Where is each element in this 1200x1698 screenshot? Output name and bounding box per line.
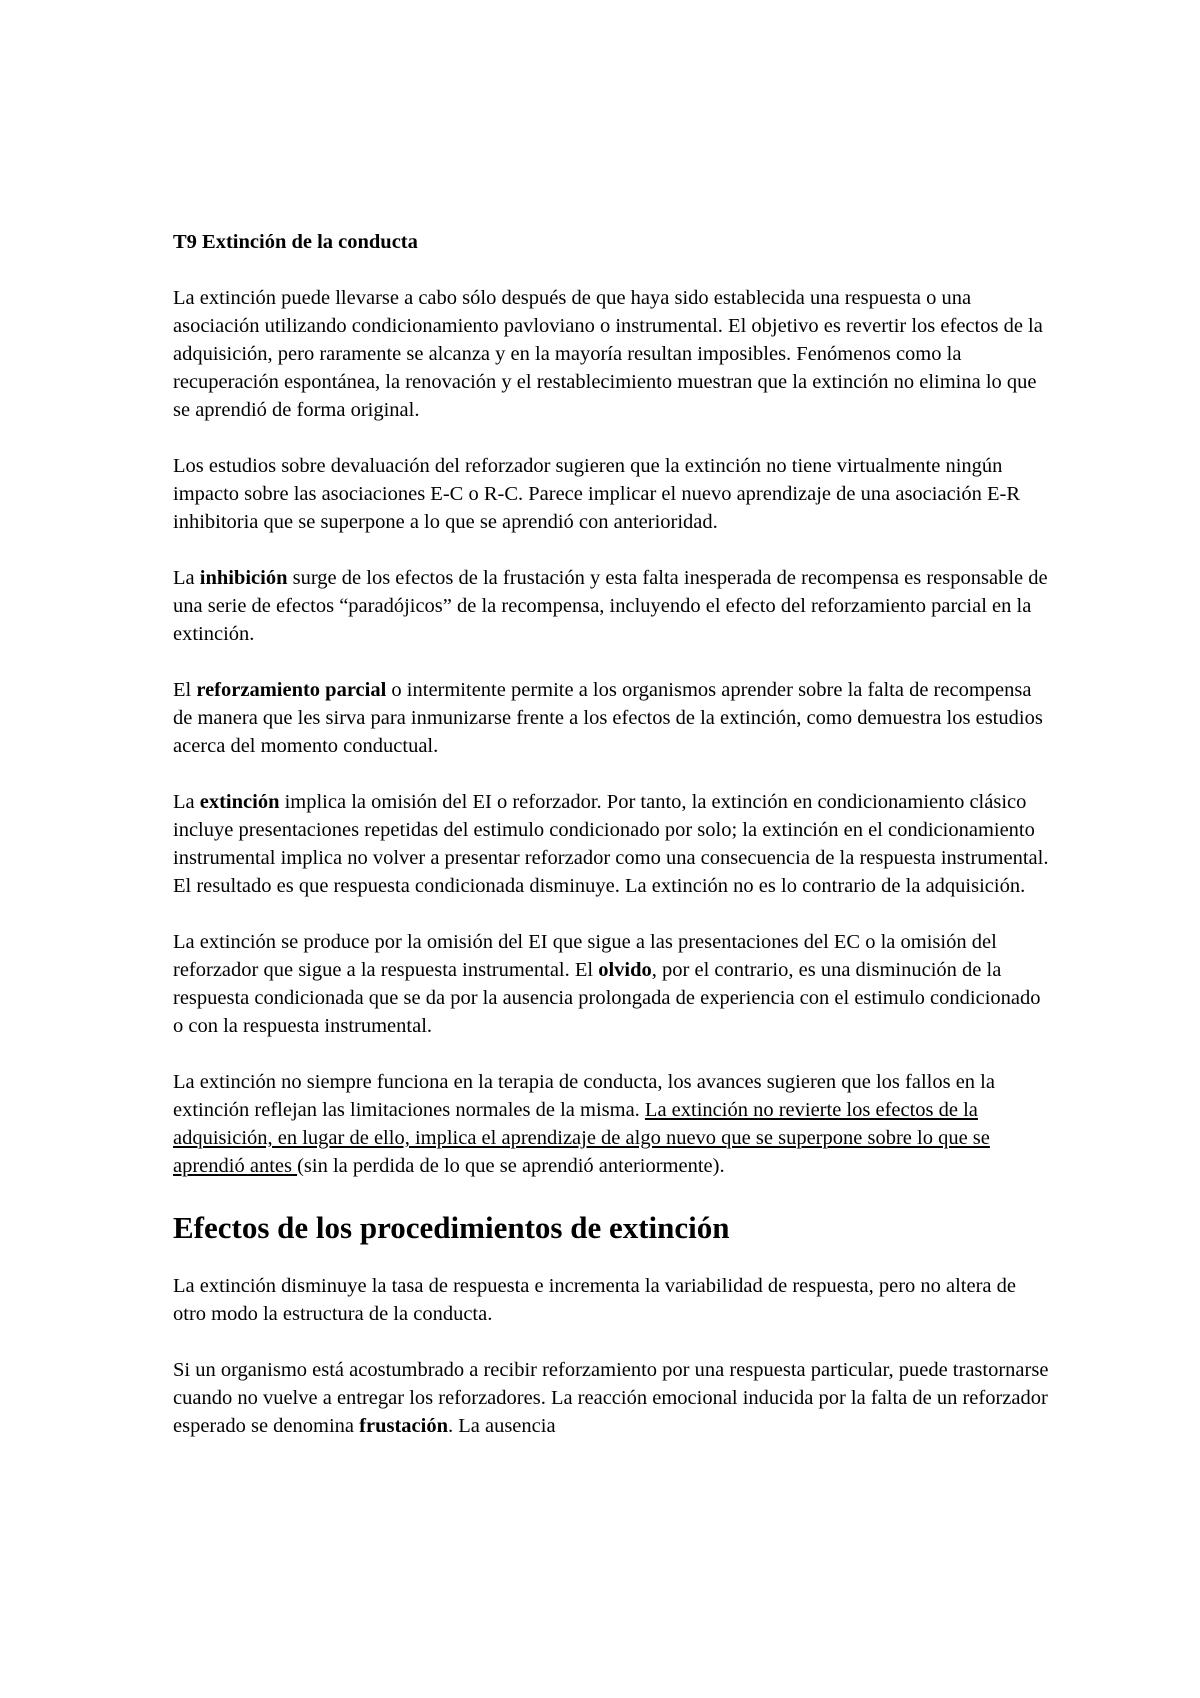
- paragraph-5: [173, 788, 1053, 900]
- document-page: [173, 228, 1053, 1468]
- paragraph-7: [173, 1068, 1053, 1180]
- paragraph-5-text-c: implica la omisión del EI o reforzador. Por tanto, la extinción en condicionamiento clásico incluye presentaciones repetidas del estimulo condicionado por solo; la extinción en el condicionamiento instrumental implica no volver a presentar reforzador como una consecuencia de la respuesta instrumental. El resultado es que respuesta condicionada disminuye. La extinción no es lo contrario de la adquisición.: [173, 791, 1049, 897]
- paragraph-9: [173, 1356, 1053, 1440]
- paragraph-4-text-c: o intermitente permite a los organismos aprender sobre la falta de recompensa de manera que les sirva para inmunizarse frente a los efectos de la extinción, como demuestra los estudios acerca del momento conductual.: [173, 679, 1043, 757]
- paragraph-7-text-a: La extinción no siempre funciona en la terapia de conducta, los avances sugieren que los fallos en la extinción reflejan las limitaciones normales de la misma.: [173, 1071, 995, 1121]
- paragraph-4-text-a: El: [173, 679, 197, 701]
- paragraph-6: [173, 928, 1053, 1040]
- paragraph-4: [173, 676, 1053, 760]
- paragraph-5-text-a: La: [173, 791, 200, 813]
- term-olvido: olvido: [598, 959, 652, 981]
- paragraph-3-text-a: La: [173, 567, 200, 589]
- paragraph-7-text-c: (sin la perdida de lo que se aprendió anteriormente).: [297, 1155, 725, 1177]
- paragraph-1: La extinción puede llevarse a cabo sólo después de que haya sido establecida una respuesta o una asociación utilizando condicionamiento pavloviano o instrumental. El objetivo es revertir los efectos de la adquisición, pero raramente se alcanza y en la mayoría resultan imposibles. Fenómenos como la recuperación espontánea, la renovación y el restablecimiento muestran que la extinción no elimina lo que se aprendió de forma original.: [173, 287, 1043, 421]
- term-extincion: extinción: [199, 791, 280, 813]
- paragraph-3: [173, 564, 1053, 648]
- paragraph-8: La extinción disminuye la tasa de respuesta e incrementa la variabilidad de respuesta, pero no altera de otro modo la estructura de la conducta.: [173, 1275, 1017, 1325]
- term-inhibicion: inhibición: [199, 567, 288, 589]
- term-frustacion: frustación: [359, 1415, 448, 1437]
- paragraph-9-text-c: . La ausencia: [447, 1415, 556, 1437]
- document-title: T9 Extinción de la conducta: [173, 231, 418, 253]
- section-heading: Efectos de los procedimientos de extinción: [173, 1210, 730, 1245]
- paragraph-2: Los estudios sobre devaluación del reforzador sugieren que la extinción no tiene virtualmente ningún impacto sobre las asociaciones E-C o R-C. Parece implicar el nuevo aprendizaje de una asociación E-R inhibitoria que se superpone a lo que se aprendió con anterioridad.: [173, 455, 1021, 533]
- paragraph-3-text-c: surge de los efectos de la frustación y esta falta inesperada de recompensa es responsable de una serie de efectos “paradójicos” de la recompensa, incluyendo el efecto del reforzamiento parcial en la extinción.: [173, 567, 1048, 645]
- paragraph-6-text-c: , por el contrario, es una disminución de la respuesta condicionada que se da por la ausencia prolongada de experiencia con el estimulo condicionado o con la respuesta instrumental.: [173, 959, 1041, 1037]
- paragraph-7-underlined: La extinción no revierte los efectos de la adquisición, en lugar de ello, implica el aprendizaje de algo nuevo que se superpone sobre lo que se aprendió antes: [173, 1099, 990, 1177]
- term-reforzamiento-parcial: reforzamiento parcial: [196, 679, 387, 701]
- paragraph-6-text-a: La extinción se produce por la omisión del EI que sigue a las presentaciones del EC o la omisión del reforzador que sigue a la respuesta instrumental. El: [173, 931, 997, 981]
- paragraph-9-text-a: Si un organismo está acostumbrado a recibir reforzamiento por una respuesta particular, puede trastornarse cuando no vuelve a entregar los reforzadores. La reacción emocional inducida por la falta de un reforzador esperado se denomina: [173, 1359, 1049, 1437]
